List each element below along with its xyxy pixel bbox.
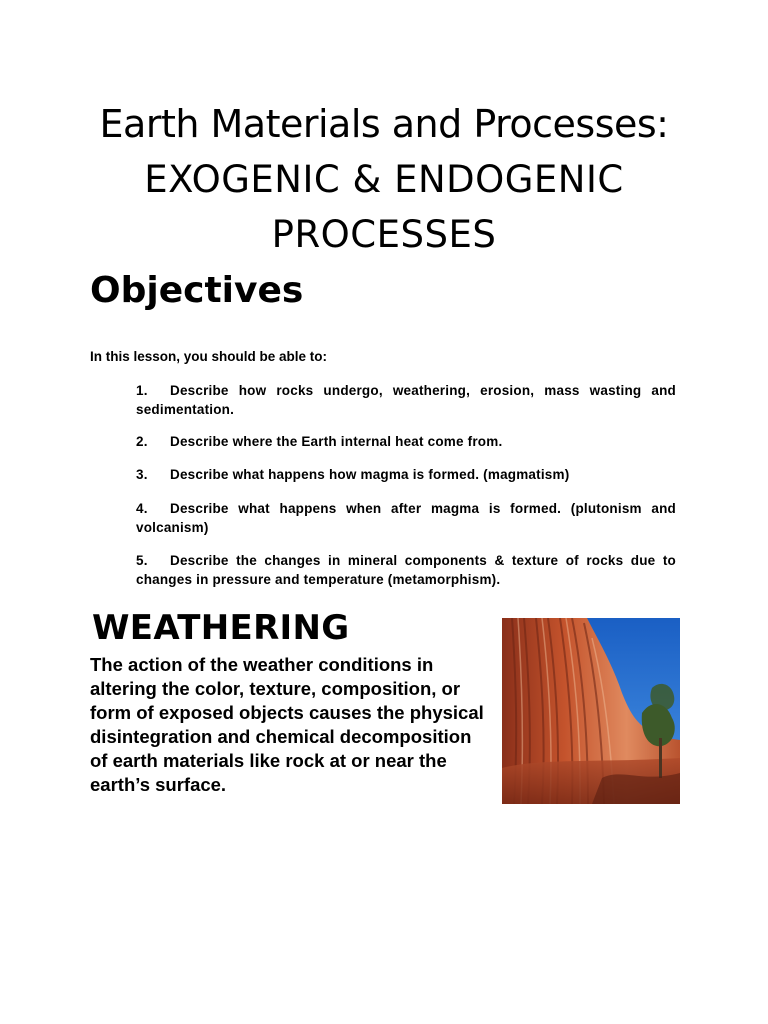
- objectives-intro: In this lesson, you should be able to:: [90, 349, 328, 364]
- weathering-heading: WEATHERING: [92, 608, 350, 648]
- objective-number: 1.: [136, 383, 148, 398]
- objective-number: 4.: [136, 501, 148, 516]
- objective-number: 3.: [136, 467, 148, 482]
- objective-text: Describe what happens how magma is formed. (magmatism): [170, 467, 570, 482]
- wave-rock-photo: [502, 618, 680, 804]
- objective-text: Describe what happens when after magma is formed. (plutonism and volcanism): [136, 501, 676, 535]
- objective-text: Describe the changes in mineral components & texture of rocks due to changes in pressure and temperature (metamorphism).: [136, 553, 676, 587]
- document-title: Earth Materials and Processes:: [99, 102, 669, 146]
- objective-item-4: [136, 499, 676, 537]
- objective-item-1: [136, 381, 676, 419]
- objective-item-3: [136, 465, 676, 484]
- objective-item-2: [136, 432, 676, 451]
- document-subtitle-line1: EXOGENIC & ENDOGENIC: [144, 158, 624, 201]
- objective-text: Describe where the Earth internal heat come from.: [170, 434, 503, 449]
- objectives-heading: Objectives: [90, 270, 304, 311]
- objective-number: 5.: [136, 553, 148, 568]
- weathering-definition: The action of the weather conditions in altering the color, texture, composition, or form of exposed objects causes the physical disintegration and chemical decomposition of earth materials like rock at or near the earth’s surface.: [90, 654, 484, 795]
- objective-text: Describe how rocks undergo, weathering, erosion, mass wasting and sedimentation.: [136, 383, 676, 417]
- objective-item-5: [136, 551, 676, 589]
- document-subtitle-line2: PROCESSES: [271, 213, 497, 256]
- objective-number: 2.: [136, 434, 148, 449]
